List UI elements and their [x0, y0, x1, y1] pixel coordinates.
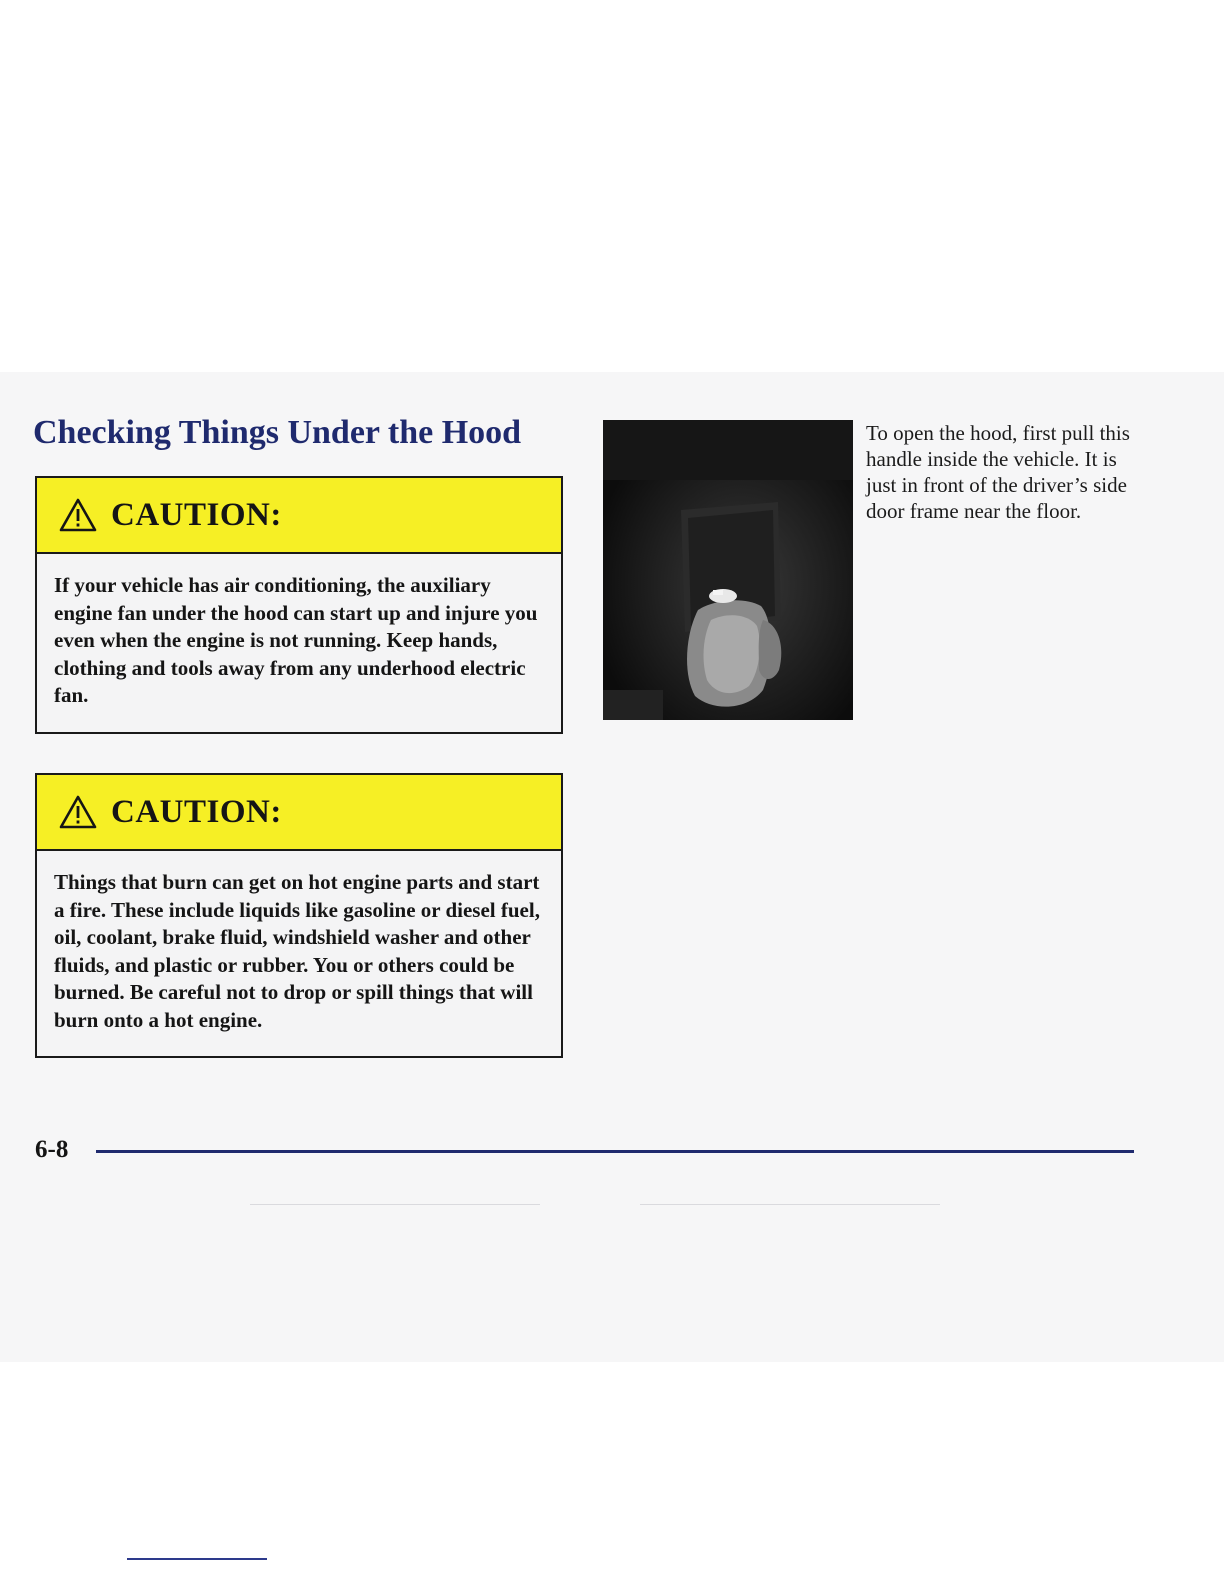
caution-header [37, 478, 561, 554]
hood-release-photo [603, 420, 853, 720]
caution-box-fire [35, 773, 563, 1058]
warning-triangle-icon [59, 795, 97, 829]
divider [250, 1204, 540, 1205]
caution-text: If your vehicle has air conditioning, the auxiliary engine fan under the hood can start up and injure you even when the engine is not running. Keep hands, clothing and tools away from any underhood electric fan. [54, 573, 538, 707]
caution-header [37, 775, 561, 851]
divider [127, 1558, 267, 1560]
hood-release-instruction: To open the hood, first pull this handle inside the vehicle. It is just in front of the driver’s side door frame near the floor. [866, 421, 1130, 523]
caution-text: Things that burn can get on hot engine parts and start a fire. These include liquids like gasoline or diesel fuel, oil, coolant, brake fluid, windshield washer and other fluids, and plastic or rubber. You or others could be burned. Be careful not to drop or spill things that will burn onto a hot engine. [54, 870, 540, 1032]
caution-label: CAUTION: [111, 496, 282, 533]
warning-triangle-icon [59, 498, 97, 532]
caution-label: CAUTION: [111, 793, 282, 830]
page-number: 6-8 [35, 1136, 69, 1163]
page-title: Checking Things Under the Hood [33, 414, 522, 451]
divider [640, 1204, 940, 1205]
footer-rule [96, 1150, 1134, 1153]
caution-box-fan [35, 476, 563, 734]
